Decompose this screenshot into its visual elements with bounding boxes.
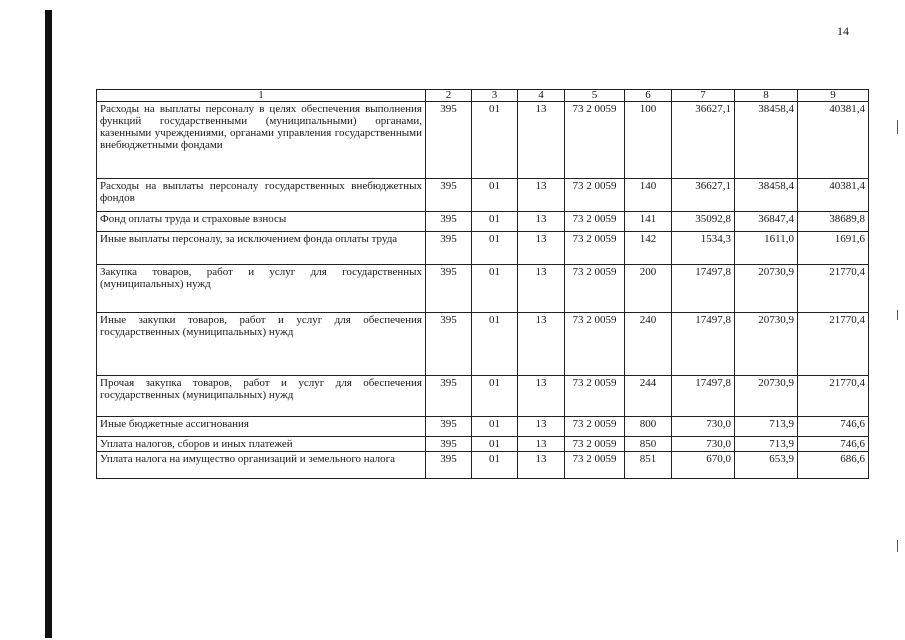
cell-y2: 20730,9	[735, 313, 798, 376]
cell-grbs: 395	[426, 265, 472, 313]
cell-y3: 1691,6	[798, 232, 869, 265]
cell-grbs: 395	[426, 452, 472, 479]
cell-pr: 13	[518, 452, 565, 479]
cell-name: Иные закупки товаров, работ и услуг для обеспечения государственных (муниципальных) нужд	[97, 313, 426, 376]
cell-vr: 240	[625, 313, 672, 376]
cell-y3: 38689,8	[798, 212, 869, 232]
cell-vr: 200	[625, 265, 672, 313]
cell-vr: 100	[625, 102, 672, 179]
cell-pr: 13	[518, 313, 565, 376]
cell-y3: 21770,4	[798, 313, 869, 376]
cell-name: Закупка товаров, работ и услуг для государственных (муниципальных) нужд	[97, 265, 426, 313]
cell-grbs: 395	[426, 376, 472, 417]
cell-rz: 01	[472, 232, 518, 265]
cell-name: Иные выплаты персоналу, за исключением фонда оплаты труда	[97, 232, 426, 265]
cell-csr: 73 2 0059	[565, 232, 625, 265]
cell-y2: 653,9	[735, 452, 798, 479]
cell-pr: 13	[518, 376, 565, 417]
cell-grbs: 395	[426, 232, 472, 265]
cell-y3: 21770,4	[798, 376, 869, 417]
cell-csr: 73 2 0059	[565, 212, 625, 232]
cell-vr: 141	[625, 212, 672, 232]
cell-rz: 01	[472, 265, 518, 313]
cell-pr: 13	[518, 417, 565, 437]
table-row	[97, 265, 869, 313]
cell-rz: 01	[472, 437, 518, 452]
scan-binding-edge	[45, 10, 52, 638]
cell-y1: 17497,8	[672, 265, 735, 313]
column-header: 2	[426, 90, 472, 102]
cell-y2: 20730,9	[735, 376, 798, 417]
cell-csr: 73 2 0059	[565, 417, 625, 437]
column-header: 3	[472, 90, 518, 102]
cell-vr: 800	[625, 417, 672, 437]
scan-edge-mark	[897, 540, 898, 552]
cell-y1: 36627,1	[672, 102, 735, 179]
cell-csr: 73 2 0059	[565, 376, 625, 417]
table-row	[97, 437, 869, 452]
table-row	[97, 102, 869, 179]
cell-rz: 01	[472, 179, 518, 212]
cell-vr: 850	[625, 437, 672, 452]
cell-y1: 36627,1	[672, 179, 735, 212]
cell-name: Расходы на выплаты персоналу в целях обеспечения выполнения функций государственными (муниципальными) органами, казенными учреждениями, органами управления государственными внебюджетными фондами	[97, 102, 426, 179]
cell-csr: 73 2 0059	[565, 437, 625, 452]
table-header-row	[97, 90, 869, 102]
cell-y2: 713,9	[735, 417, 798, 437]
cell-name: Уплата налога на имущество организаций и земельного налога	[97, 452, 426, 479]
column-header: 7	[672, 90, 735, 102]
column-header: 9	[798, 90, 869, 102]
cell-vr: 140	[625, 179, 672, 212]
cell-vr: 244	[625, 376, 672, 417]
cell-pr: 13	[518, 232, 565, 265]
cell-y3: 40381,4	[798, 179, 869, 212]
column-header: 5	[565, 90, 625, 102]
table-row	[97, 179, 869, 212]
cell-rz: 01	[472, 417, 518, 437]
cell-rz: 01	[472, 376, 518, 417]
budget-table	[96, 89, 869, 479]
cell-grbs: 395	[426, 437, 472, 452]
cell-pr: 13	[518, 265, 565, 313]
cell-y2: 38458,4	[735, 102, 798, 179]
cell-grbs: 395	[426, 179, 472, 212]
cell-pr: 13	[518, 179, 565, 212]
cell-grbs: 395	[426, 212, 472, 232]
cell-name: Расходы на выплаты персоналу государственных внебюджетных фондов	[97, 179, 426, 212]
cell-y1: 1534,3	[672, 232, 735, 265]
cell-pr: 13	[518, 212, 565, 232]
cell-pr: 13	[518, 102, 565, 179]
cell-name: Фонд оплаты труда и страховые взносы	[97, 212, 426, 232]
cell-y1: 670,0	[672, 452, 735, 479]
cell-csr: 73 2 0059	[565, 102, 625, 179]
table-row	[97, 313, 869, 376]
cell-name: Прочая закупка товаров, работ и услуг для обеспечения государственных (муниципальных) нужд	[97, 376, 426, 417]
scan-edge-mark	[897, 120, 898, 134]
cell-y2: 713,9	[735, 437, 798, 452]
table-row	[97, 212, 869, 232]
cell-vr: 851	[625, 452, 672, 479]
cell-y1: 35092,8	[672, 212, 735, 232]
column-header: 6	[625, 90, 672, 102]
cell-vr: 142	[625, 232, 672, 265]
cell-y3: 746,6	[798, 417, 869, 437]
cell-rz: 01	[472, 313, 518, 376]
table-row	[97, 376, 869, 417]
cell-grbs: 395	[426, 313, 472, 376]
cell-pr: 13	[518, 437, 565, 452]
scan-edge-mark	[897, 310, 898, 320]
cell-y3: 686,6	[798, 452, 869, 479]
page-number: 14	[837, 24, 849, 38]
cell-rz: 01	[472, 212, 518, 232]
cell-y2: 20730,9	[735, 265, 798, 313]
cell-csr: 73 2 0059	[565, 179, 625, 212]
cell-y1: 17497,8	[672, 313, 735, 376]
cell-y1: 730,0	[672, 417, 735, 437]
column-header: 4	[518, 90, 565, 102]
cell-grbs: 395	[426, 102, 472, 179]
cell-csr: 73 2 0059	[565, 313, 625, 376]
table-row	[97, 452, 869, 479]
cell-y3: 21770,4	[798, 265, 869, 313]
cell-grbs: 395	[426, 417, 472, 437]
column-header: 1	[97, 90, 426, 102]
cell-csr: 73 2 0059	[565, 452, 625, 479]
cell-y2: 38458,4	[735, 179, 798, 212]
cell-y2: 1611,0	[735, 232, 798, 265]
table-row	[97, 232, 869, 265]
cell-name: Иные бюджетные ассигнования	[97, 417, 426, 437]
cell-y2: 36847,4	[735, 212, 798, 232]
column-header: 8	[735, 90, 798, 102]
cell-y1: 17497,8	[672, 376, 735, 417]
cell-y3: 746,6	[798, 437, 869, 452]
table-row	[97, 417, 869, 437]
cell-y1: 730,0	[672, 437, 735, 452]
cell-rz: 01	[472, 452, 518, 479]
cell-csr: 73 2 0059	[565, 265, 625, 313]
cell-rz: 01	[472, 102, 518, 179]
cell-name: Уплата налогов, сборов и иных платежей	[97, 437, 426, 452]
cell-y3: 40381,4	[798, 102, 869, 179]
